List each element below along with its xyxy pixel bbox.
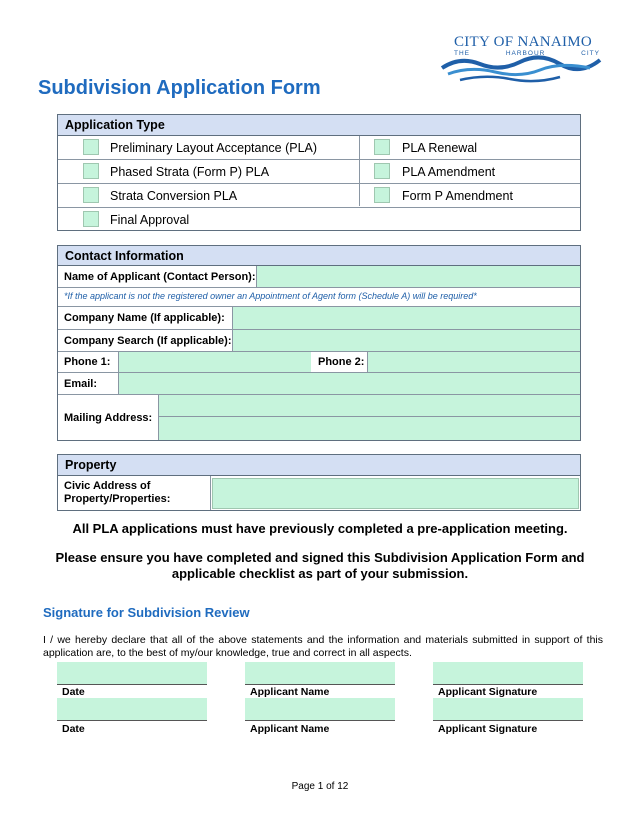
checkbox-strata-conversion[interactable] (83, 187, 99, 203)
checkbox-pla-renewal[interactable] (374, 139, 390, 155)
phone1-field[interactable] (118, 352, 311, 372)
company-name-field[interactable] (232, 307, 580, 329)
application-type-section (57, 114, 581, 231)
property-header: Property (58, 455, 580, 476)
option-pla-amendment: PLA Amendment (402, 165, 496, 179)
checkbox-final-approval[interactable] (83, 211, 99, 227)
page-title: Subdivision Application Form (38, 77, 321, 99)
email-field[interactable] (118, 373, 580, 394)
applicant-signature-field-1[interactable] (433, 662, 583, 685)
applicant-name-field[interactable] (256, 266, 580, 287)
applicant-signature-label-1: Applicant Signature (438, 686, 538, 698)
mailing-address-line1-field[interactable] (158, 395, 580, 417)
pre-application-notice: All PLA applications must have previously completed a pre-application meeting. (72, 521, 568, 536)
applicant-signature-label-2: Applicant Signature (438, 723, 538, 735)
option-phased-strata: Phased Strata (Form P) PLA (110, 165, 270, 179)
company-search-field[interactable] (232, 330, 580, 351)
logo-tagline: THE HARBOUR CITY (454, 50, 600, 57)
page-number: Page 1 of 12 (291, 781, 349, 792)
email-label: Email: (64, 377, 98, 390)
date-field-1[interactable] (57, 662, 207, 685)
signature-section-title: Signature for Subdivision Review (43, 605, 250, 620)
declaration-text: I / we hereby declare that all of the above statements and the information and materials submitted in support of this application are, to the best of my/our knowledge, true and correct in all aspects. (43, 634, 603, 659)
checkbox-phased-strata[interactable] (83, 163, 99, 179)
phone2-label: Phone 2: (318, 356, 365, 368)
option-pla: Preliminary Layout Acceptance (PLA) (110, 141, 318, 155)
applicant-name-label-1: Applicant Name (250, 686, 330, 698)
company-name-label: Company Name (If applicable): (64, 312, 225, 324)
applicant-signature-field-2[interactable] (433, 698, 583, 721)
applicant-name-field-2[interactable] (245, 698, 395, 721)
mailing-address-label: Mailing Address: (64, 411, 153, 424)
contact-section (57, 245, 581, 441)
mailing-address-line2-field[interactable] (158, 417, 580, 440)
option-final-approval: Final Approval (110, 213, 190, 227)
waves-icon (440, 54, 605, 84)
application-type-header: Application Type (58, 115, 580, 136)
city-logo (440, 28, 605, 86)
logo-name: CITY OF NANAIMO (453, 34, 593, 50)
contact-header: Contact Information (58, 246, 580, 266)
checkbox-form-p-amendment[interactable] (374, 187, 390, 203)
option-pla-renewal: PLA Renewal (402, 141, 478, 155)
applicant-name-label: Name of Applicant (Contact Person): (64, 270, 256, 283)
applicant-name-label-2: Applicant Name (250, 723, 330, 735)
checkbox-pla-amendment[interactable] (374, 163, 390, 179)
option-strata-conversion: Strata Conversion PLA (110, 189, 238, 203)
checkbox-pla[interactable] (83, 139, 99, 155)
option-form-p-amendment: Form P Amendment (402, 189, 513, 203)
phone1-label: Phone 1: (64, 356, 111, 368)
civic-address-field[interactable] (212, 478, 579, 509)
civic-address-label: Civic Address of Property/Properties: (64, 480, 171, 505)
date-field-2[interactable] (57, 698, 207, 721)
date-label-2: Date (62, 723, 85, 735)
submission-notice: Please ensure you have completed and signed this Subdivision Application Form and applicable checklist as part of your submission. (55, 550, 585, 581)
applicant-name-field-1[interactable] (245, 662, 395, 685)
property-section (57, 454, 581, 511)
date-label-1: Date (62, 686, 85, 698)
company-search-label: Company Search (If applicable): (64, 334, 232, 347)
agent-note: *If the applicant is not the registered owner an Appointment of Agent form (Schedule A) will be required* (64, 291, 477, 301)
phone2-field[interactable] (367, 352, 580, 372)
